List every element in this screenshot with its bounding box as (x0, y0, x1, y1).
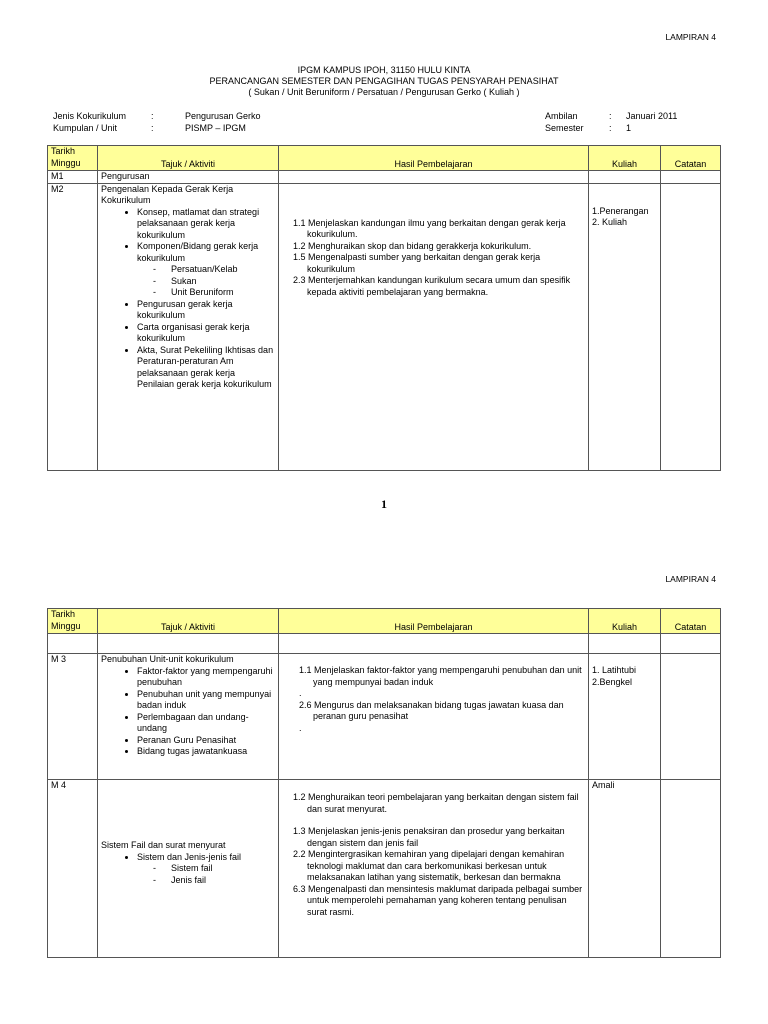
outcomes-m2 (279, 183, 589, 470)
topic-m2-bullets (101, 207, 275, 265)
semester-label: Semester (545, 123, 584, 133)
jenis-label: Jenis Kokurikulum (53, 111, 127, 121)
header-hasil: Hasil Pembelajaran (279, 146, 589, 171)
table-row-m3 (48, 654, 721, 780)
list-item: • Carta organisasi gerak kerja kokurikulum (137, 322, 275, 345)
list-item: • Sistem dan Jenis-jenis fail (137, 852, 275, 864)
outcome-item: . (299, 688, 302, 698)
topic-m4-bullets (101, 852, 275, 864)
list-item: - Unit Beruniform (171, 287, 275, 299)
kuliah-m2 (589, 183, 661, 470)
topic-m2-tail: Penilaian gerak kerja kokurikulum (137, 379, 272, 389)
kuliah-item: 1. Latihtubi (592, 665, 637, 675)
outcome-item: 1.2 Menghuraikan skop dan bidang gerakkerja kokurikulum. (293, 240, 532, 251)
topic-m2 (98, 183, 279, 470)
table-row-m1 (48, 171, 721, 184)
kumpulan-colon: : (151, 123, 154, 133)
list-item: • Perlembagaan dan undang-undang (137, 712, 275, 735)
list-item: - Persatuan/Kelab (171, 264, 275, 276)
outcome-item: 1.5 Mengenalpasti sumber yang berkaitan dengan gerak kerja kokurikulum (293, 252, 541, 274)
list-item: • Pengurusan gerak kerja kokurikulum (137, 299, 275, 322)
outcome-item: 2.2 Mengintergrasikan kemahiran yang dipelajari dengan kemahiran teknologi maklumat dan cara berkomunikasi berkesan untuk melaksanakan latihan yang sistematik, berkesan dan bermakna (293, 849, 565, 882)
plan-table-page1 (47, 145, 721, 471)
doc-title: IPGM KAMPUS IPOH, 31150 HULU KINTA (297, 65, 471, 75)
kuliah-item: 2. Kuliah (592, 217, 628, 227)
table-row-m4 (48, 780, 721, 958)
table-row-spacer (48, 634, 721, 654)
table-header-row (48, 146, 721, 171)
kuliah-item: 2.Bengkel (592, 676, 633, 687)
topic-m2-title-2: Kokurikulum (101, 195, 151, 205)
semester-value: 1 (626, 123, 632, 133)
list-item: • Konsep, matlamat dan strategi pelaksanaan gerak kerja kokurikulum (137, 207, 275, 242)
header-catatan: Catatan (661, 146, 721, 171)
header-kuliah: Kuliah (589, 609, 661, 634)
week-m4: M 4 (48, 780, 98, 958)
list-item: - Sistem fail (171, 863, 275, 875)
topic-m2-dashes (101, 264, 275, 299)
catatan-m3 (661, 654, 721, 780)
topic-m3 (98, 654, 279, 780)
outcome-item: . (299, 722, 302, 733)
kuliah-m4: Amali (589, 780, 661, 958)
kuliah-item: 1.Penerangan (592, 205, 649, 216)
week-m1: M1 (48, 171, 98, 184)
header-tajuk: Tajuk / Aktiviti (98, 146, 279, 171)
catatan-m2 (661, 183, 721, 470)
list-item: • Komponen/Bidang gerak kerja kokurikulum (137, 241, 275, 264)
table-row-m2 (48, 183, 721, 470)
lampiran-label-2: LAMPIRAN 4 (665, 574, 716, 584)
topic-m2-bullets-2 (101, 299, 275, 380)
doc-subtitle: PERANCANGAN SEMESTER DAN PENGAGIHAN TUGAS PENSYARAH PENASIHAT (209, 76, 559, 86)
topic-m3-bullets (101, 666, 275, 758)
lampiran-label: LAMPIRAN 4 (665, 32, 716, 42)
page-number: 1 (381, 497, 387, 511)
outcome-item: 1.3 Menjelaskan jenis-jenis penaksiran dan prosedur yang berkaitan dengan sistem dan jenis fail (293, 826, 565, 848)
topic-m4-title: Sistem Fail dan surat menyurat (101, 840, 226, 850)
outcome-item: 1.2 Menghuraikan teori pembelajaran yang berkaitan dengan sistem fail dan surat menyurat. (293, 792, 579, 814)
topic-m3-title: Penubuhan Unit-unit kokurikulum (101, 654, 234, 664)
header-kuliah: Kuliah (589, 146, 661, 171)
week-m2: M2 (48, 183, 98, 470)
list-item: • Faktor-faktor yang mempengaruhi penubuhan (137, 666, 275, 689)
outcome-item: 2.3 Menterjemahkan kandungan kurikulum secara umum dan spesifik kepada aktiviti pembelajaran yang bermakna. (293, 275, 571, 297)
topic-m1: Pengurusan (98, 171, 279, 184)
outcome-item: 6.3 Mengenalpasti dan mensintesis maklumat daripada pelbagai sumber untuk memperolehi pemahaman yang koheren tentang penulisan surat rasmi. (293, 883, 583, 917)
header-tarikh: Tarikh Minggu (48, 609, 98, 634)
semester-colon: : (609, 123, 612, 133)
kumpulan-label: Kumpulan / Unit (53, 123, 118, 133)
ambilan-value: Januari 2011 (626, 111, 678, 121)
topic-m4-dashes (101, 863, 275, 886)
ambilan-colon: : (609, 111, 612, 121)
header-catatan: Catatan (661, 609, 721, 634)
kumpulan-value: PISMP – IPGM (185, 123, 246, 133)
list-item: • Peranan Guru Penasihat (137, 735, 275, 747)
table-header-row (48, 609, 721, 634)
catatan-m4 (661, 780, 721, 958)
doc-subtitle-2: ( Sukan / Unit Beruniform / Persatuan / Pengurusan Gerko ( Kuliah ) (248, 87, 520, 97)
outcome-item: 1.1 Menjelaskan kandungan ilmu yang berkaitan dengan gerak kerja kokurikulum. (293, 217, 566, 239)
list-item: - Sukan (171, 276, 275, 288)
header-tarikh: Tarikh Minggu (48, 146, 98, 171)
list-item: • Akta, Surat Pekeliling Ikhtisas dan Peraturan-peraturan Am pelaksanaan gerak kerja (137, 345, 275, 380)
outcomes-m3 (279, 654, 589, 780)
topic-m2-title: Pengenalan Kepada Gerak Kerja (101, 183, 234, 194)
jenis-value: Pengurusan Gerko (185, 111, 261, 121)
week-m3: M 3 (48, 654, 98, 780)
outcome-item: 2.6 Mengurus dan melaksanakan bidang tugas jawatan kuasa dan peranan guru penasihat (299, 699, 564, 721)
header-hasil: Hasil Pembelajaran (279, 609, 589, 634)
list-item: • Penubuhan unit yang mempunyai badan induk (137, 689, 275, 712)
list-item: • Bidang tugas jawatankuasa (137, 746, 275, 758)
outcomes-m4 (279, 780, 589, 958)
list-item: - Jenis fail (171, 875, 275, 887)
jenis-colon: : (151, 111, 154, 121)
kuliah-m3 (589, 654, 661, 780)
header-tajuk: Tajuk / Aktiviti (98, 609, 279, 634)
topic-m4 (98, 780, 279, 958)
ambilan-label: Ambilan (545, 111, 578, 121)
outcome-item: 1.1 Menjelaskan faktor-faktor yang mempengaruhi penubuhan dan unit yang mempunyai badan induk (299, 665, 582, 687)
plan-table-page2 (47, 608, 721, 958)
